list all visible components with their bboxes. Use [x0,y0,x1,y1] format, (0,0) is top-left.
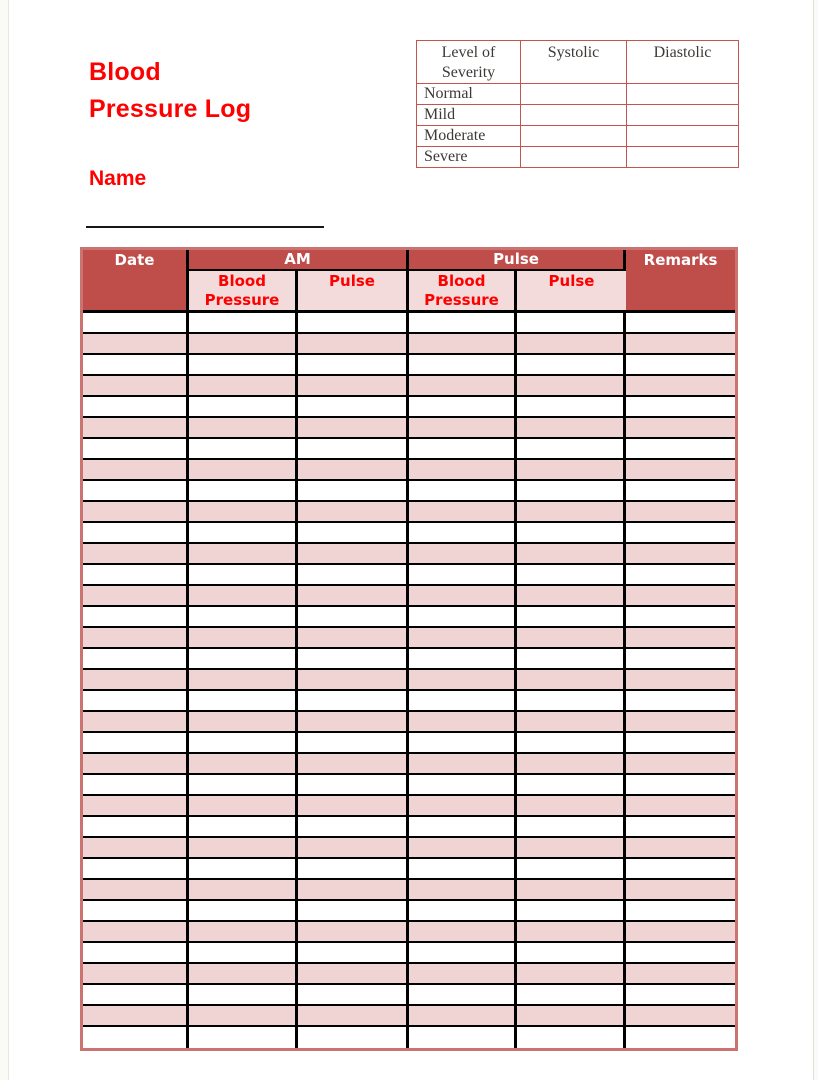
log-pm-pulse-cell [517,313,626,334]
log-row [83,964,735,985]
log-pm-pulse-cell [517,859,626,880]
log-pm-bp-cell [409,733,517,754]
log-am-pulse-cell [298,817,409,838]
log-am-pulse-cell [298,481,409,502]
log-date-cell [83,502,189,523]
log-am-bp-cell [189,502,298,523]
log-date-cell [83,565,189,586]
severity-header-row [417,41,739,84]
log-header-date: Date [83,250,189,313]
log-remarks-cell [626,1027,735,1048]
log-pm-pulse-cell [517,901,626,922]
severity-header-level [417,41,521,84]
log-row [83,754,735,775]
log-row [83,712,735,733]
severity-header-systolic: Systolic [521,41,627,84]
log-pm-bp-cell [409,334,517,355]
log-row [83,859,735,880]
log-remarks-cell [626,733,735,754]
log-remarks-cell [626,481,735,502]
log-row [83,439,735,460]
log-row [83,607,735,628]
log-pm-pulse-cell [517,376,626,397]
log-header-remarks: Remarks [626,250,735,313]
log-am-pulse-cell [298,649,409,670]
log-am-pulse-cell [298,586,409,607]
log-am-bp-cell [189,754,298,775]
severity-systolic-cell [521,84,627,105]
log-am-bp-cell [189,943,298,964]
log-row [83,355,735,376]
name-underline [86,226,324,228]
severity-row [417,84,739,105]
log-pm-bp-cell [409,355,517,376]
log-am-pulse-cell [298,880,409,901]
log-date-cell [83,376,189,397]
log-am-pulse-cell [298,397,409,418]
log-pm-bp-cell [409,796,517,817]
log-am-pulse-cell [298,628,409,649]
log-pm-pulse-cell [517,922,626,943]
log-pm-bp-cell [409,397,517,418]
log-pm-bp-cell [409,817,517,838]
log-am-bp-cell [189,565,298,586]
log-am-pulse-cell [298,460,409,481]
log-row [83,838,735,859]
log-subheader-am-bp [189,271,298,313]
log-pm-bp-cell [409,880,517,901]
severity-row [417,147,739,168]
log-pm-bp-cell [409,628,517,649]
log-remarks-cell [626,355,735,376]
log-am-pulse-cell [298,523,409,544]
log-remarks-cell [626,859,735,880]
log-am-bp-cell [189,964,298,985]
log-date-cell [83,334,189,355]
page-title-line2: Pressure Log [89,95,252,123]
log-pm-bp-cell [409,523,517,544]
log-am-pulse-cell [298,355,409,376]
log-date-cell [83,523,189,544]
log-row [83,376,735,397]
page-title [89,54,251,128]
log-pm-pulse-cell [517,502,626,523]
log-remarks-cell [626,712,735,733]
log-am-pulse-cell [298,691,409,712]
log-date-cell [83,796,189,817]
log-pm-pulse-cell [517,733,626,754]
log-pm-bp-cell [409,313,517,334]
log-remarks-cell [626,754,735,775]
bp-log-table-container [80,247,738,1051]
log-subheader-pm-bp [409,271,517,313]
log-remarks-cell [626,418,735,439]
severity-systolic-cell [521,147,627,168]
log-am-pulse-cell [298,502,409,523]
log-row [83,670,735,691]
log-pm-pulse-cell [517,418,626,439]
log-row [83,943,735,964]
log-date-cell [83,817,189,838]
log-pm-pulse-cell [517,796,626,817]
log-am-bp-cell [189,397,298,418]
log-date-cell [83,670,189,691]
severity-level-cell: Normal [417,84,521,105]
log-date-cell [83,607,189,628]
log-am-bp-cell [189,922,298,943]
severity-level-cell: Severe [417,147,521,168]
log-pm-bp-cell [409,712,517,733]
log-date-cell [83,481,189,502]
log-remarks-cell [626,586,735,607]
log-am-bp-cell [189,901,298,922]
log-pm-bp-cell [409,922,517,943]
log-remarks-cell [626,901,735,922]
log-date-cell [83,355,189,376]
log-am-pulse-cell [298,838,409,859]
log-pm-pulse-cell [517,334,626,355]
log-row [83,649,735,670]
log-pm-bp-cell [409,649,517,670]
log-am-pulse-cell [298,1006,409,1027]
log-remarks-cell [626,838,735,859]
log-am-bp-cell [189,376,298,397]
log-pm-pulse-cell [517,985,626,1006]
log-remarks-cell [626,922,735,943]
log-am-pulse-cell [298,565,409,586]
severity-diastolic-cell [627,147,739,168]
log-am-bp-cell [189,1006,298,1027]
log-date-cell [83,397,189,418]
log-am-bp-cell [189,838,298,859]
log-pm-bp-cell [409,691,517,712]
log-am-pulse-cell [298,964,409,985]
log-pm-bp-cell [409,418,517,439]
log-remarks-cell [626,817,735,838]
log-am-pulse-cell [298,754,409,775]
log-am-pulse-cell [298,775,409,796]
log-pm-bp-cell [409,859,517,880]
log-remarks-cell [626,796,735,817]
log-subheader-pm-bp-label: Blood Pressure [424,272,499,309]
log-pm-pulse-cell [517,544,626,565]
log-pm-pulse-cell [517,586,626,607]
severity-diastolic-cell [627,126,739,147]
log-pm-bp-cell [409,943,517,964]
log-date-cell [83,1027,189,1048]
log-pm-pulse-cell [517,838,626,859]
log-am-bp-cell [189,859,298,880]
log-subheader-am-bp-label: Blood Pressure [204,272,280,309]
log-am-bp-cell [189,523,298,544]
log-pm-bp-cell [409,460,517,481]
log-pm-bp-cell [409,565,517,586]
log-row [83,418,735,439]
severity-row [417,126,739,147]
log-row [83,1006,735,1027]
log-am-bp-cell [189,439,298,460]
log-am-bp-cell [189,460,298,481]
log-pm-pulse-cell [517,628,626,649]
log-pm-bp-cell [409,586,517,607]
page-title-line1: Blood [89,58,161,86]
log-pm-pulse-cell [517,649,626,670]
log-am-bp-cell [189,733,298,754]
log-am-bp-cell [189,544,298,565]
log-row [83,397,735,418]
log-date-cell [83,859,189,880]
log-pm-pulse-cell [517,565,626,586]
log-am-pulse-cell [298,733,409,754]
log-row [83,775,735,796]
log-date-cell [83,838,189,859]
log-am-bp-cell [189,313,298,334]
log-remarks-cell [626,649,735,670]
log-date-cell [83,712,189,733]
log-pm-pulse-cell [517,817,626,838]
log-am-pulse-cell [298,943,409,964]
page [8,0,814,1080]
log-pm-bp-cell [409,481,517,502]
log-date-cell [83,544,189,565]
log-am-bp-cell [189,817,298,838]
log-pm-bp-cell [409,775,517,796]
log-am-bp-cell [189,691,298,712]
log-row [83,733,735,754]
log-pm-pulse-cell [517,1027,626,1048]
severity-diastolic-cell [627,84,739,105]
log-remarks-cell [626,628,735,649]
log-am-bp-cell [189,796,298,817]
log-pm-bp-cell [409,376,517,397]
log-date-cell [83,775,189,796]
severity-table [416,40,739,168]
log-am-bp-cell [189,418,298,439]
log-row [83,313,735,334]
log-row [83,1027,735,1048]
log-remarks-cell [626,964,735,985]
severity-header-diastolic: Diastolic [627,41,739,84]
log-row [83,523,735,544]
log-subheader-pm-pulse-label: Pulse [548,272,595,290]
log-am-pulse-cell [298,607,409,628]
severity-row [417,105,739,126]
log-pm-pulse-cell [517,670,626,691]
log-header-am-group: AM [189,250,409,271]
log-am-bp-cell [189,649,298,670]
log-am-bp-cell [189,628,298,649]
log-pm-bp-cell [409,754,517,775]
log-date-cell [83,313,189,334]
log-am-pulse-cell [298,901,409,922]
log-remarks-cell [626,439,735,460]
log-remarks-cell [626,691,735,712]
log-remarks-cell [626,502,735,523]
log-date-cell [83,649,189,670]
log-pm-pulse-cell [517,943,626,964]
log-pm-bp-cell [409,502,517,523]
log-pm-pulse-cell [517,754,626,775]
severity-header-level-label: Level of Severity [441,44,496,81]
log-am-pulse-cell [298,376,409,397]
log-am-bp-cell [189,586,298,607]
log-pm-bp-cell [409,901,517,922]
log-am-pulse-cell [298,859,409,880]
log-row [83,817,735,838]
log-row [83,586,735,607]
log-date-cell [83,460,189,481]
log-pm-bp-cell [409,1006,517,1027]
log-remarks-cell [626,670,735,691]
log-am-bp-cell [189,985,298,1006]
log-am-pulse-cell [298,544,409,565]
log-am-pulse-cell [298,796,409,817]
name-label: Name [89,167,147,190]
log-pm-bp-cell [409,544,517,565]
log-am-bp-cell [189,880,298,901]
severity-table-container [416,40,739,168]
log-pm-bp-cell [409,439,517,460]
log-date-cell [83,691,189,712]
log-am-bp-cell [189,775,298,796]
log-date-cell [83,733,189,754]
log-pm-bp-cell [409,607,517,628]
log-row [83,796,735,817]
log-row [83,880,735,901]
log-am-pulse-cell [298,985,409,1006]
severity-systolic-cell [521,126,627,147]
log-date-cell [83,586,189,607]
log-row [83,481,735,502]
log-pm-pulse-cell [517,523,626,544]
severity-level-cell: Moderate [417,126,521,147]
log-subheader-am-pulse [298,271,409,313]
log-am-pulse-cell [298,1027,409,1048]
log-row [83,901,735,922]
log-remarks-cell [626,397,735,418]
log-row [83,544,735,565]
log-pm-pulse-cell [517,712,626,733]
log-header-pm-group: Pulse [409,250,626,271]
log-pm-bp-cell [409,838,517,859]
log-date-cell [83,901,189,922]
log-pm-pulse-cell [517,397,626,418]
log-am-bp-cell [189,607,298,628]
log-pm-pulse-cell [517,775,626,796]
log-pm-pulse-cell [517,880,626,901]
log-remarks-cell [626,943,735,964]
log-am-bp-cell [189,712,298,733]
log-am-pulse-cell [298,439,409,460]
log-remarks-cell [626,313,735,334]
log-remarks-cell [626,544,735,565]
log-am-pulse-cell [298,334,409,355]
log-row [83,502,735,523]
log-pm-pulse-cell [517,439,626,460]
log-row [83,628,735,649]
log-am-bp-cell [189,481,298,502]
log-pm-pulse-cell [517,481,626,502]
log-date-cell [83,922,189,943]
log-date-cell [83,418,189,439]
log-pm-pulse-cell [517,355,626,376]
log-am-pulse-cell [298,922,409,943]
log-remarks-cell [626,1006,735,1027]
log-pm-pulse-cell [517,460,626,481]
log-remarks-cell [626,607,735,628]
severity-level-cell: Mild [417,105,521,126]
log-date-cell [83,943,189,964]
log-pm-pulse-cell [517,691,626,712]
severity-systolic-cell [521,105,627,126]
log-am-bp-cell [189,670,298,691]
log-am-pulse-cell [298,670,409,691]
log-remarks-cell [626,565,735,586]
log-remarks-cell [626,460,735,481]
log-am-bp-cell [189,1027,298,1048]
severity-diastolic-cell [627,105,739,126]
log-subheader-am-pulse-label: Pulse [329,272,375,290]
log-date-cell [83,880,189,901]
log-row [83,565,735,586]
log-pm-bp-cell [409,670,517,691]
log-row [83,985,735,1006]
log-header-group-row [83,250,735,271]
log-pm-pulse-cell [517,607,626,628]
log-am-bp-cell [189,355,298,376]
log-date-cell [83,1006,189,1027]
log-pm-bp-cell [409,964,517,985]
log-am-pulse-cell [298,418,409,439]
log-pm-bp-cell [409,1027,517,1048]
log-date-cell [83,439,189,460]
log-remarks-cell [626,523,735,544]
log-row [83,334,735,355]
log-date-cell [83,754,189,775]
log-row [83,691,735,712]
log-remarks-cell [626,775,735,796]
log-row [83,922,735,943]
log-pm-pulse-cell [517,964,626,985]
log-am-pulse-cell [298,313,409,334]
log-am-bp-cell [189,334,298,355]
bp-log-table [83,250,735,1048]
log-am-pulse-cell [298,712,409,733]
log-pm-bp-cell [409,985,517,1006]
log-date-cell [83,628,189,649]
log-row [83,460,735,481]
log-subheader-pm-pulse [517,271,626,313]
log-remarks-cell [626,376,735,397]
log-date-cell [83,964,189,985]
log-remarks-cell [626,985,735,1006]
log-remarks-cell [626,880,735,901]
log-date-cell [83,985,189,1006]
log-remarks-cell [626,334,735,355]
log-pm-pulse-cell [517,1006,626,1027]
